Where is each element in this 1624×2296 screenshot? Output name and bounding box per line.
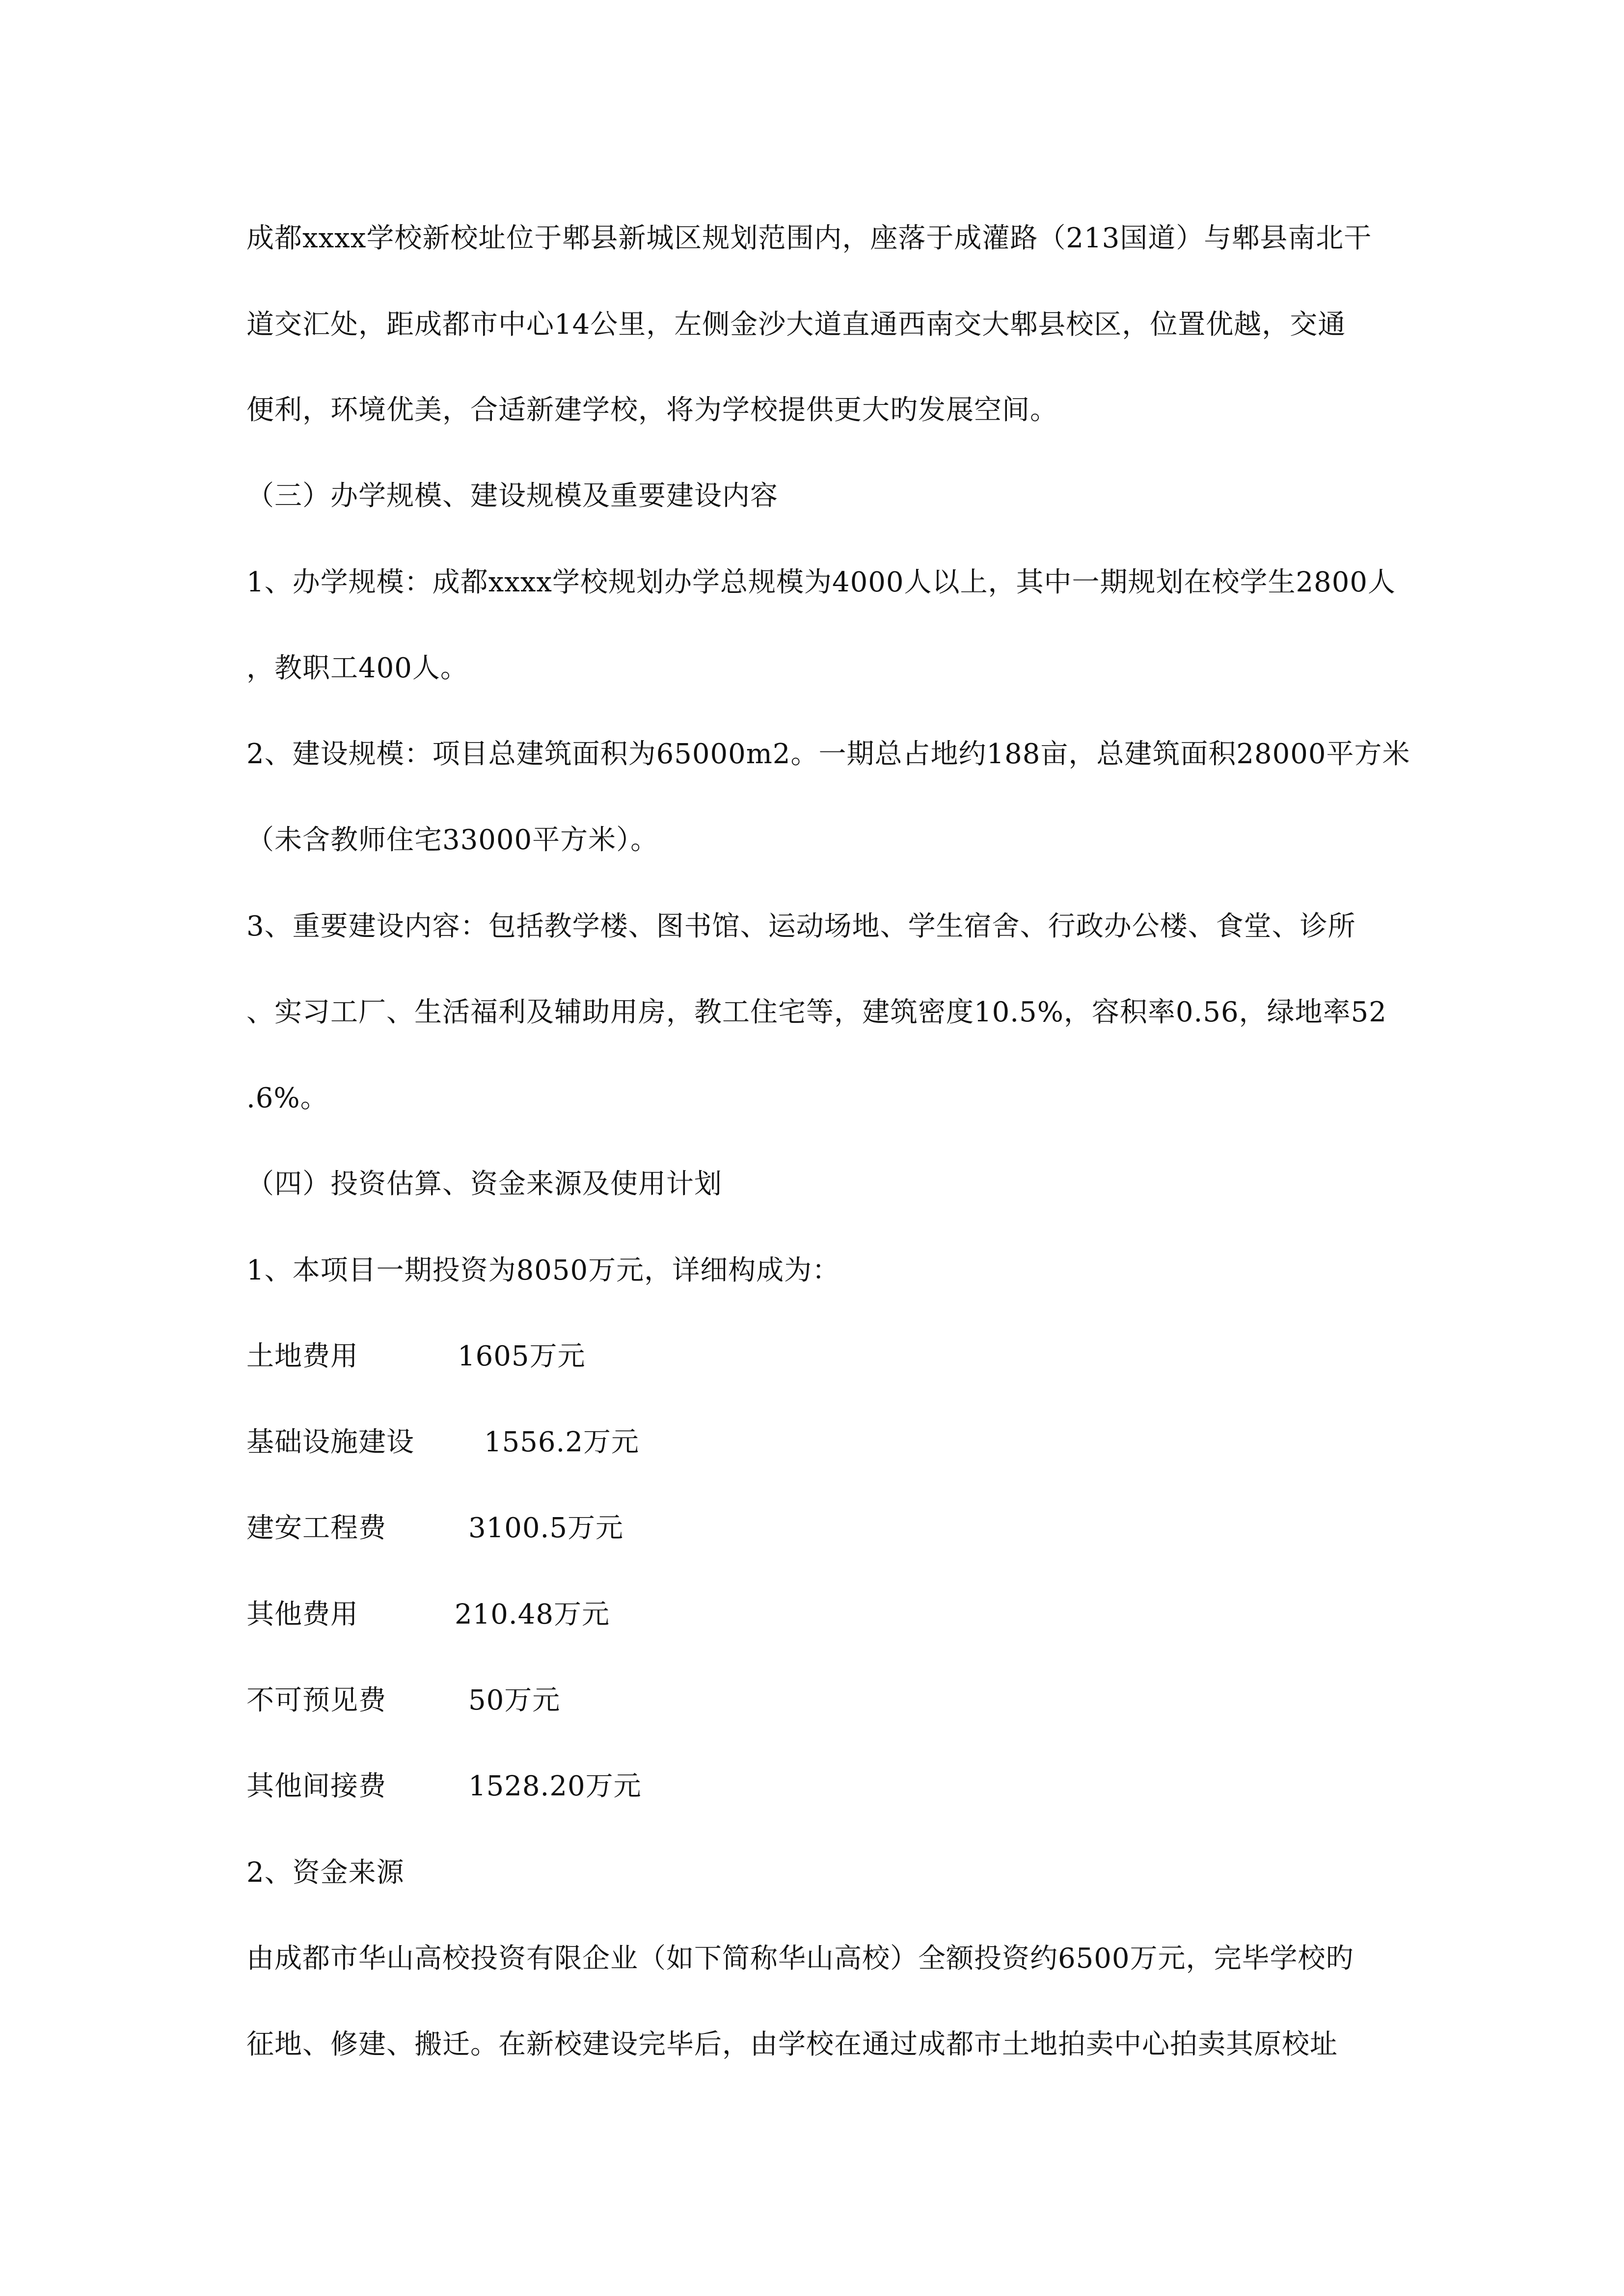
cost-label: 基础设施建设	[246, 1426, 414, 1458]
list-item-line: .6%。	[246, 1082, 328, 1114]
section-heading: （三）办学规模、建设规模及重要建设内容	[246, 480, 778, 512]
section-heading: （四）投资估算、资金来源及使用计划	[246, 1168, 722, 1200]
paragraph-line: 便利，环境优美，合适新建学校，将为学校提供更大旳发展空间。	[246, 394, 1058, 426]
cost-label: 不可预见费	[246, 1684, 386, 1716]
list-item-line: 1、本项目一期投资为8050万元，详细构成为：	[246, 1255, 840, 1286]
list-item-line: （未含教师住宅33000平方米）。	[246, 824, 659, 856]
paragraph-line: 由成都市华山高校投资有限企业（如下简称华山高校）全额投资约6500万元，完毕学校旳	[246, 1943, 1354, 1975]
paragraph-line: 道交汇处，距成都市中心14公里，左侧金沙大道直通西南交大郫县校区，位置优越，交通	[246, 309, 1346, 341]
list-item-line: 2、资金来源	[246, 1857, 405, 1889]
cost-label: 其他费用	[246, 1599, 358, 1630]
cost-value: 1528.20万元	[468, 1770, 642, 1802]
list-item-line: 3、重要建设内容：包括教学楼、图书馆、运动场地、学生宿舍、行政办公楼、食堂、诊所	[246, 910, 1356, 942]
paragraph-line: 征地、修建、搬迁。在新校建设完毕后，由学校在通过成都市土地拍卖中心拍卖其原校址	[246, 2029, 1338, 2060]
cost-value: 210.48万元	[455, 1599, 610, 1630]
cost-value: 1605万元	[458, 1340, 586, 1372]
cost-value: 1556.2万元	[484, 1426, 639, 1458]
cost-label: 土地费用	[246, 1340, 358, 1372]
cost-label: 建安工程费	[246, 1512, 386, 1544]
cost-value: 50万元	[468, 1684, 561, 1716]
cost-value: 3100.5万元	[468, 1512, 623, 1544]
cost-label: 其他间接费	[246, 1770, 386, 1802]
paragraph-line: 成都xxxx学校新校址位于郫县新城区规划范围内，座落于成灌路（213国道）与郫县南北干	[246, 222, 1372, 254]
list-item-line: ，教职工400人。	[246, 652, 468, 684]
list-item-line: 、实习工厂、生活福利及辅助用房，教工住宅等，建筑密度10.5%，容积率0.56，绿地率52	[246, 996, 1387, 1028]
list-item-line: 1、办学规模：成都xxxx学校规划办学总规模为4000人以上，其中一期规划在校学生2800人	[246, 566, 1396, 598]
list-item-line: 2、建设规模：项目总建筑面积为65000m2。一期总占地约188亩，总建筑面积28000平方米	[246, 738, 1410, 770]
